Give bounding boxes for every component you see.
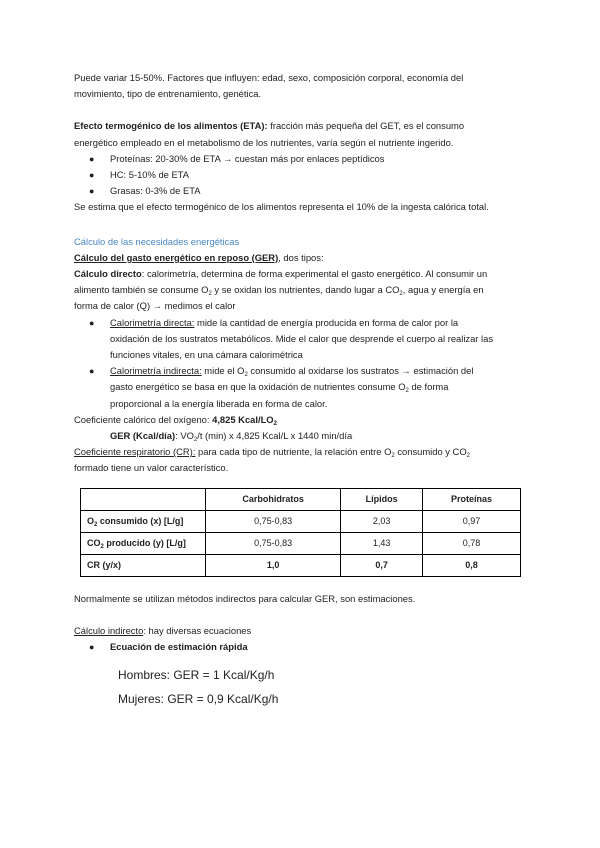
- direct-line-1: Cálculo directo: calorimetría, determina de forma experimental el gasto energético. Al consumir un: [74, 268, 488, 280]
- normally-line: Normalmente se utilizan métodos indirectos para calcular GER, son estimaciones.: [74, 592, 416, 604]
- eta-title: Efecto termogénico de los alimentos (ETA):: [74, 120, 268, 132]
- cr-table: [80, 488, 521, 577]
- table-cell: 0,97: [422, 510, 520, 532]
- table-cell: 0,78: [422, 532, 520, 554]
- table-cell: 0,75-0,83: [206, 510, 341, 532]
- list-item: ● HC: 5-10% de ETA: [89, 169, 190, 181]
- list-item: ● Proteínas: 20-30% de ETA → cuestan más por enlaces peptídicos: [89, 152, 385, 164]
- row-label: $O_2$ consumido (x) [L/g]: [81, 510, 206, 532]
- indirect-line: Cálculo indirecto: hay diversas ecuaciones: [74, 624, 252, 636]
- eta-list: [74, 151, 526, 200]
- row-label: $CO_2$ producido (y) [L/g]: [81, 532, 206, 554]
- cr-line-1: Coeficiente respiratorio (CR): para cada tipo de nutriente, la relación entre $O_2$ consumido y $CO_2$: [74, 446, 470, 460]
- direct-line-3: forma de calor (Q) → medimos el calor: [74, 300, 236, 312]
- table-header: Lípidos: [341, 488, 423, 510]
- table-cell: 1,0: [206, 554, 341, 576]
- intro-line-2: movimiento, tipo de entrenamiento, genética.: [74, 88, 262, 100]
- table-cell: 0,8: [422, 554, 520, 576]
- eta-summary: Se estima que el efecto termogénico de los alimentos representa el 10% de la ingesta calórica total.: [74, 201, 489, 213]
- direct-line-2: alimento también se consume $O_2$ y se oxidan los nutrientes, dando lugar a $CO_2$, agua y energía en: [74, 284, 484, 298]
- indirect-list: [74, 639, 526, 655]
- table-row: [81, 532, 521, 554]
- ger-formula-line: GER (Kcal/día): $VO_2/t$ (min) x 4,825 Kcal/L x 1440 min/día: [110, 430, 353, 444]
- formula-women: Mujeres: GER = 0,9 Kcal/Kg/h: [118, 692, 279, 707]
- eta-desc-1: fracción más pequeña del GET, es el consumo: [267, 120, 465, 132]
- list-item: ● Calorimetría directa: mide la cantidad de energía producida en forma de calor por la oxidación de los sustratos metabólicos. Mide el calor que desprende el cuerpo al realizar las funciones vitales, en una cámara calorimétrica: [89, 316, 494, 361]
- formula-men: Hombres: GER = 1 Kcal/Kg/h: [118, 668, 275, 683]
- table-corner: [81, 488, 206, 510]
- table-header: Proteínas: [422, 488, 520, 510]
- eta-desc-2: energético empleado en el metabolismo de los nutrientes, varía según el nutriente ingerido.: [74, 136, 454, 148]
- calorimetry-list: [74, 315, 526, 412]
- list-item: ● Calorimetría indirecta: mide el $O_2$ consumido al oxidarse los sustratos → estimación del gasto energético se basa en que la oxidación de nutrientes consume $O_2$ de forma proporcional a la energía liberada en forma de calor.: [89, 365, 474, 409]
- table-header-row: [81, 488, 521, 510]
- list-item: ● Grasas: 0-3% de ETA: [89, 185, 201, 197]
- table-header: Carbohidratos: [206, 488, 341, 510]
- table-cell: 0,7: [341, 554, 423, 576]
- intro-line-1: Puede variar 15-50%. Factores que influyen: edad, sexo, composición corporal, economía del: [74, 72, 464, 83]
- list-item: ● Ecuación de estimación rápida: [89, 641, 248, 653]
- table-cell: 0,75-0,83: [206, 532, 341, 554]
- table-row: [81, 554, 521, 576]
- table-row: [81, 510, 521, 532]
- coef-line: Coeficiente calórico del oxígeno: 4,825 Kcal/$LO_2$: [74, 413, 277, 427]
- ger-line: Cálculo del gasto energético en reposo (GER), dos tipos:: [74, 251, 324, 263]
- table-cell: 1,43: [341, 532, 423, 554]
- table-cell: 2,03: [341, 510, 423, 532]
- section-heading: Cálculo de las necesidades energéticas: [74, 235, 240, 247]
- eta-paragraph: [74, 118, 526, 134]
- document-body: [74, 70, 526, 711]
- row-label: CR (y/x): [81, 554, 206, 576]
- cr-line-2: formado tiene un valor característico.: [74, 462, 229, 474]
